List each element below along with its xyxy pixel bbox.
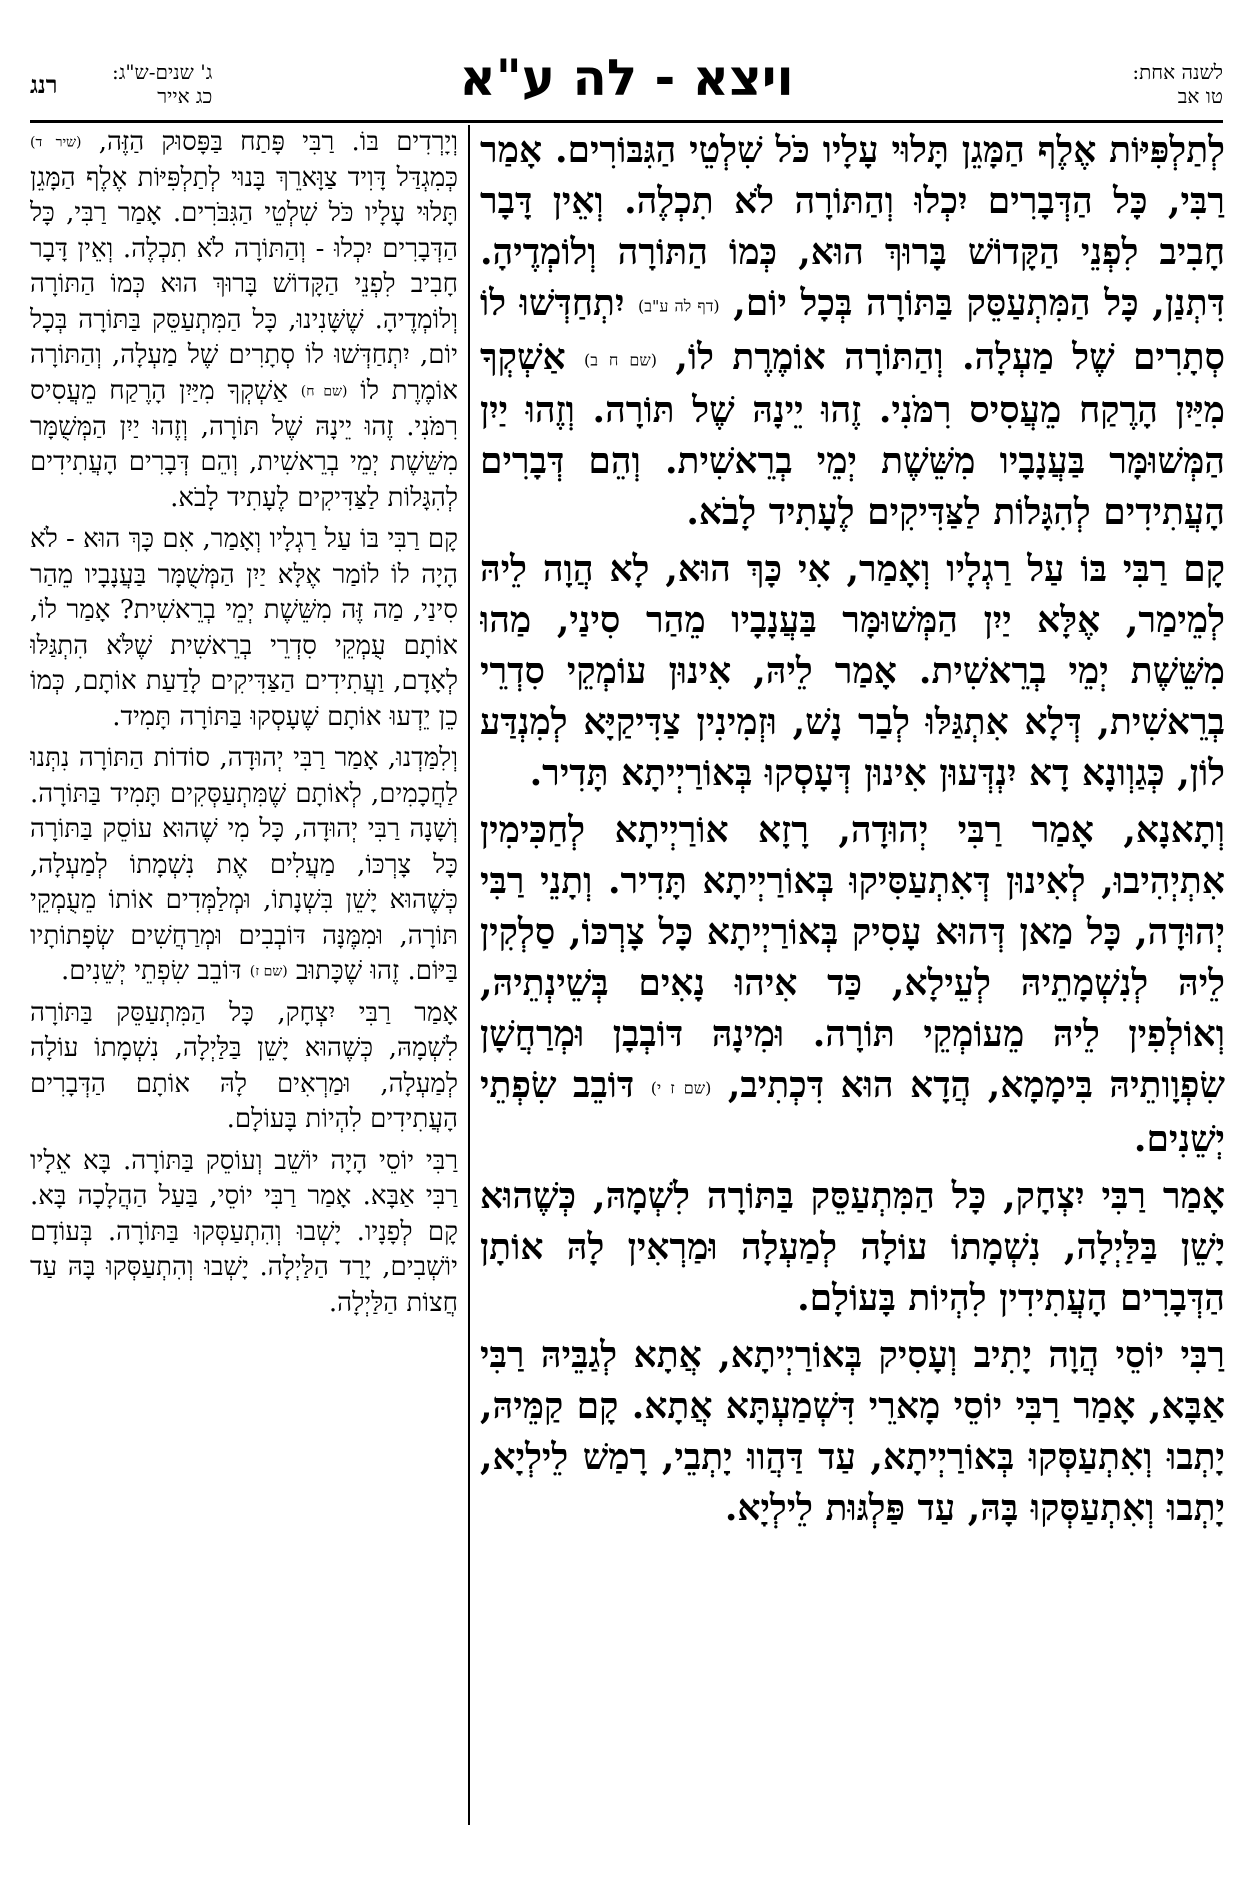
one-year-label: לשנה אחת: [1132, 60, 1223, 84]
main-paragraph: וְתָאנָא, אָמַר רַבִּי יְהוּדָה, רָזָא אוֹרַיְיתָא לְחַכִּימִין אִתְיְהִיבוּ, לְאִינוּן דְּאִתְעַסִּיקוּ בְּאוֹרַיְיתָא תָּדִיר. וְתָנֵי רַבִּי יְהוּדָה, כָּל מַאן דְּהוּא עָסִיק בְּאוֹרַיְיתָא כָּל צָרְכּוֹ, סַלְקִין לֵיהּ לְנִשְׁמָתֵיהּ לְעֵילָא, כַּד אִיהוּ נָאִים בְּשֵׁינְתֵיהּ, וְאוֹלְפִין לֵיהּ מֵעוֹמְקֵי תּוֹרָה. וּמִינָהּ דּוֹבְבָן וּמְרַחֲשָׁן שִׂפְוָותֵיהּ בִּימָמָא, הֲדָא הוּא דִּכְתִיב, (שם ז י) דּוֹבֵב שִׂפְתֵי יְשֵׁנִים. [480, 809, 1225, 1160]
column-divider [468, 125, 470, 1825]
three-year-label: ג' שנים-ש"ג: [112, 60, 213, 84]
main-paragraph: לְתַלְפִּיּוֹת אֶלֶף הַמָּגֵן תָּלוּי עָלָיו כֹּל שִׁלְטֵי הַגִּבּוֹרִים. אָמַר רַבִּי, כָּל הַדְּבָרִים יִכְלוּ וְהַתּוֹרָה לֹא תִכְלֶה. וְאֵין דָּבָר חָבִיב לִפְנֵי הַקָּדוֹשׁ בָּרוּךְ הוּא, כְּמוֹ הַתּוֹרָה וְלוֹמְדֶיהָ. דִּתְנַן, כָּל הַמִּתְעַסֵּק בַּתּוֹרָה בְּכָל יוֹם, (דף לה ע"ב) יִתְחַדְּשׁוּ לוֹ סְתָרִים שֶׁל מַעְלָה. וְהַתּוֹרָה אוֹמֶרֶת לוֹ, (שם ח ב) אַשְׁקְךָ מִיַּיִן הָרֶקַח מֵעֲסִיס רִמֹּנִי. זֶהוּ יֵינָהּ שֶׁל תּוֹרָה. וְזֶהוּ יַיִן הַמְּשׁוּמָּר בַּעֲנָבָיו מִשֵּׁשֶׁת יְמֵי בְרֵאשִׁית. וְהֵם דְּבָרִים הָעֲתִידִים לְהִגָּלוֹת לַצַּדִּיקִים לֶעָתִיד לָבֹא. [480, 129, 1225, 533]
translation-paragraph: רַבִּי יוֹסֵי הָיָה יוֹשֵׁב וְעוֹסֵק בַּתּוֹרָה. בָּא אֵלָיו רַבִּי אַבָּא. אָמַר רַבִּי יוֹסֵי, בַּעַל הַהֲלָכָה בָּא. קָם לְפָנָיו. יָשְׁבוּ וְהִתְעַסְּקוּ בַּתּוֹרָה. בְּעוֹדָם יוֹשְׁבִים, יָרַד הַלַּיְלָה. יָשְׁבוּ וְהִתְעַסְּקוּ בָּהּ עַד חֲצוֹת הַלַּיְלָה. [30, 1145, 458, 1318]
page-number: רנג [30, 70, 58, 99]
main-paragraph: רַבִּי יוֹסֵי הֲוָה יָתִיב וְעָסִיק בְּאוֹרַיְיתָא, אֲתָא לְגַבֵּיהּ רַבִּי אַבָּא, אָמַר רַבִּי יוֹסֵי מָארֵי דִּשְׁמַעְתָּא אֲתָא. קָם קַמֵּיהּ, יָתְבוּ וְאִתְעַסְּקוּ בְּאוֹרַיְיתָא, עַד דַּהֲווּ יָתְבֵי, רָמַשׁ לֵילְיָא, יָתְבוּ וְאִתְעַסְּקוּ בָּהּ, עַד פַּלְגּוּת לֵילְיָא. [480, 1333, 1225, 1529]
main-paragraph: קָם רַבִּי בּוֹ עַל רַגְלָיו וְאָמַר, אִי כָּךְ הוּא, לָא הֲוָה לֵיהּ לְמֵימַר, אֶלָּא יַיִן הַמְּשׁוּמָּר בַּעֲנָבָיו מֵהַר סִינַי, מַהוּ מִשֵּׁשֶׁת יְמֵי בְרֵאשִׁית. אָמַר לֵיהּ, אִינוּן עוֹמְקֵי סִדְרֵי בְרֵאשִׁית, דְּלָא אִתְגַּלּוּ לְבַר נָשׁ, וּזְמִינִין צַדִּיקַיָּא לְמִנְדַּע לוֹן, כְּגַוְונָא דָא יִנְדְּעוּן אִינוּן דְּעָסְקוּ בְּאוֹרַיְיתָא תָּדִיר. [480, 548, 1225, 794]
page-header [30, 48, 1223, 118]
translation-column [30, 125, 458, 1825]
translation-paragraph: וְיָרְדִים בּוֹ. רַבִּי פָּתַח בַּפָּסוּק הַזֶּה, (שיר ד) כְּמִגְדַּל דָּוִיד צַוָּארֵךְ בָּנוּי לְתַלְפִּיּוֹת אֶלֶף הַמָּגֵן תָּלוּי עָלָיו כֹּל שִׁלְטֵי הַגִּבֹּרִים. אָמַר רַבִּי, כָּל הַדְּבָרִים יִכְלוּ - וְהַתּוֹרָה לֹא תִכְלֶה. וְאֵין דָּבָר חָבִיב לִפְנֵי הַקָּדוֹשׁ בָּרוּךְ הוּא כְּמוֹ הַתּוֹרָה וְלוֹמְדֶיהָ. שֶׁשָּׁנִינוּ, כָּל הַמִּתְעַסֵּק בַּתּוֹרָה בְּכָל יוֹם, יִתְחַדְּשׁוּ לוֹ סְתָרִים שֶׁל מַעְלָה, וְהַתּוֹרָה אוֹמֶרֶת לוֹ (שם ח) אַשְׁקְךָ מִיַּיִן הָרֶקַח מֵעֲסִיס רִמֹּנִי. זֶהוּ יֵינָהּ שֶׁל תּוֹרָה, וְזֶהוּ יַיִן הַמְּשֻׁמָּר מִשֵּׁשֶׁת יְמֵי בְרֵאשִׁית, וְהֵם דְּבָרִים הָעֲתִידִים לְהִגָּלוֹת לַצַּדִּיקִים לֶעָתִיד לָבֹא. [30, 127, 458, 513]
verse-reference: (שם ח) [300, 383, 348, 399]
verse-reference: (שיר ד) [30, 134, 82, 151]
translation-paragraph: קָם רַבִּי בּוֹ עַל רַגְלָיו וְאָמַר, אִם כָּךְ הוּא - לֹא הָיָה לוֹ לוֹמַר אֶלָּא יַיִן הַמְּשֻׁמָּר בַּעֲנָבָיו מֵהַר סִינַי, מַה זֶּה מִשֵּׁשֶׁת יְמֵי בְרֵאשִׁית? אָמַר לוֹ, אוֹתָם עֻמְקֵי סִדְרֵי בְרֵאשִׁית שֶׁלֹּא הִתְגַּלּוּ לְאָדָם, וַעֲתִידִים הַצַּדִּיקִים לָדַעַת אוֹתָם, כְּמוֹ כֵן יֵדְעוּ אוֹתָם שֶׁעָסְקוּ בַּתּוֹרָה תָּמִיד. [30, 524, 458, 732]
header-divider [30, 120, 1223, 123]
translation-paragraph: וְלִמַּדְנוּ, אָמַר רַבִּי יְהוּדָה, סוֹדוֹת הַתּוֹרָה נִתְּנוּ לַחֲכָמִים, לְאוֹתָם שֶׁמִּתְעַסְּקִים תָּמִיד בַּתּוֹרָה. וְשָׁנָה רַבִּי יְהוּדָה, כָּל מִי שֶׁהוּא עוֹסֵק בַּתּוֹרָה כָּל צָרְכּוֹ, מַעֲלִים אֶת נִשְׁמָתוֹ לְמַעְלָה, כְּשֶׁהוּא יָשֵׁן בִּשְׁנָתוֹ, וּמְלַמְּדִים אוֹתוֹ מֵעֻמְקֵי תּוֹרָה, וּמִמֶּנָּה דּוֹבְבִים וּמְרַחֲשִׁים שְׂפָתוֹתָיו בַּיּוֹם. זֶהוּ שֶׁכָּתוּב (שם ז) דּוֹבֵב שִׂפְתֵי יְשֵׁנִים. [30, 743, 458, 986]
three-year-cycle [112, 60, 212, 108]
main-paragraph: אָמַר רַבִּי יִצְחָק, כָּל הַמִּתְעַסֵּק בַּתּוֹרָה לִשְׁמָהּ, כְּשֶׁהוּא יָשֵׁן בַּלַּיְלָה, נִשְׁמָתוֹ עוֹלָה לְמַעְלָה וּמַרְאִין לָהּ אוֹתָן הַדְּבָרִים הָעֲתִידִין לִהְיוֹת בָּעוֹלָם. [480, 1174, 1225, 1319]
three-year-date: כג אייר [157, 84, 213, 108]
translation-paragraph: אָמַר רַבִּי יִצְחָק, כָּל הַמִּתְעַסֵּק בַּתּוֹרָה לִשְׁמָהּ, כְּשֶׁהוּא יָשֵׁן בַּלַּיְלָה, נִשְׁמָתוֹ עוֹלָה לְמַעְלָה, וּמַרְאִים לָהּ אוֹתָם הַדְּבָרִים הָעֲתִידִים לִהְיוֹת בָּעוֹלָם. [30, 997, 458, 1135]
one-year-date: טו אב [1177, 84, 1223, 108]
verse-reference: (שם ז י) [650, 1078, 712, 1098]
verse-reference: (דף לה ע"ב) [638, 296, 720, 316]
verse-reference: (שם ח ב) [584, 350, 657, 369]
page-title: ויצא - לה ע"א [459, 49, 794, 107]
verse-reference: (שם ז) [249, 963, 288, 980]
main-text-column [480, 125, 1225, 1825]
